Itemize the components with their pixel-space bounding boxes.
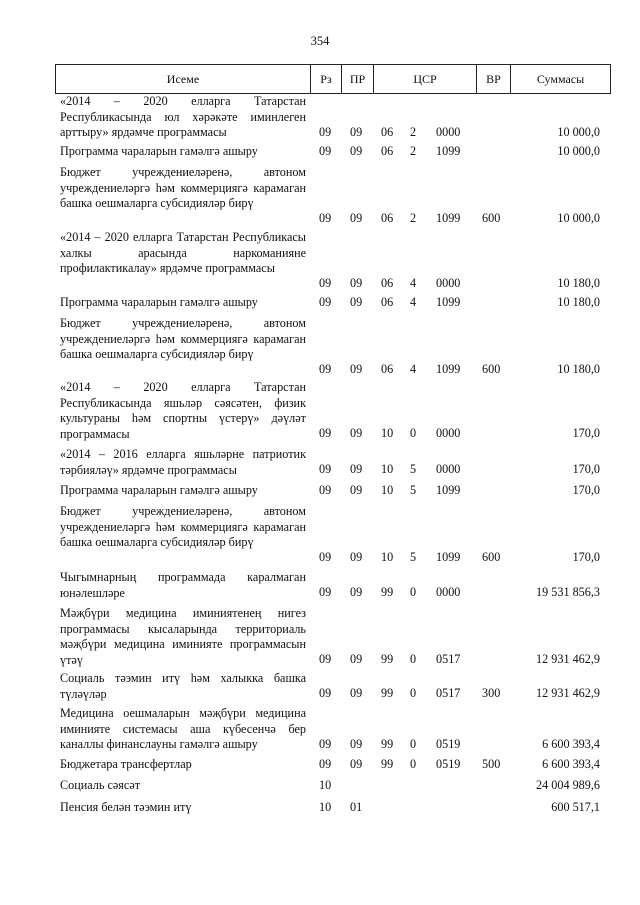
row-csr-1: 99 [381,652,394,666]
row-pr: 09 [350,426,363,440]
row-name: Медицина оешмаларын мәҗбүри медицина иминияте системасы аша күбесенчә бер каналлы финанслауны гамәлгә ашыру [60,706,306,751]
row-rz: 09 [319,276,332,290]
row-csr-3: 0000 [436,585,461,599]
row-sum: 170,0 [572,550,600,564]
row-csr-1: 06 [381,362,394,376]
row-name: «2014 – 2020 елларга Татарстан Республикасы халкы арасында наркоманияне профилактикалау» ярдәмче программасы [60,230,306,275]
row-sum: 6 600 393,4 [542,757,600,771]
row-rz: 09 [319,426,332,440]
row-pr: 09 [350,757,363,771]
row-vr: 600 [482,211,501,225]
row-name: «2014 – 2020 елларга Татарстан Республикасында яшьләр сәясәтен, физик культураны һәм спортны үстерү» дәүләт программасы [60,380,306,441]
row-pr: 09 [350,144,363,158]
row-pr: 09 [350,686,363,700]
row-csr-1: 10 [381,550,394,564]
row-csr-1: 06 [381,144,394,158]
row-csr-2: 4 [410,362,417,376]
row-csr-3: 1099 [436,144,461,158]
row-csr-1: 10 [381,483,394,497]
row-csr-2: 0 [410,652,417,666]
row-pr: 09 [350,483,363,497]
row-csr-3: 1099 [436,295,461,309]
row-csr-1: 99 [381,757,394,771]
row-csr-3: 0519 [436,737,461,751]
row-sum: 19 531 856,3 [536,585,600,599]
row-rz: 09 [319,686,332,700]
row-name: Социаль тәэмин итү һәм халыкка башка түләүләр [60,671,306,701]
row-csr-2: 0 [410,757,417,771]
row-pr: 09 [350,211,363,225]
row-sum: 10 180,0 [557,362,600,376]
row-csr-1: 06 [381,276,394,290]
row-rz: 09 [319,737,332,751]
row-csr-3: 0000 [436,426,461,440]
row-sum: 12 931 462,9 [536,686,600,700]
row-name: Пенсия белән тәэмин итү [60,800,192,814]
row-name: Социаль сәясәт [60,778,141,792]
row-rz: 09 [319,211,332,225]
row-vr: 500 [482,757,501,771]
row-name: Программа чараларын гамәлгә ашыру [60,144,258,158]
row-sum: 10 180,0 [557,276,600,290]
row-csr-2: 0 [410,686,417,700]
row-rz: 10 [319,778,332,792]
row-sum: 170,0 [572,426,600,440]
row-csr-1: 06 [381,295,394,309]
header-pr: ПР [341,65,373,93]
row-pr: 09 [350,585,363,599]
row-pr: 09 [350,362,363,376]
row-pr: 09 [350,295,363,309]
row-rz: 09 [319,362,332,376]
row-csr-2: 2 [410,211,417,225]
row-rz: 09 [319,652,332,666]
row-sum: 6 600 393,4 [542,737,600,751]
row-pr: 09 [350,737,363,751]
row-rz: 09 [319,757,332,771]
page-number: 354 [310,34,330,48]
row-pr: 09 [350,462,363,476]
row-sum: 12 931 462,9 [536,652,600,666]
row-name: Программа чараларын гамәлгә ашыру [60,295,258,309]
row-csr-3: 0000 [436,276,461,290]
header-vr: ВР [476,65,510,93]
row-pr: 09 [350,652,363,666]
row-csr-1: 10 [381,462,394,476]
row-sum: 10 000,0 [557,125,600,139]
row-csr-2: 5 [410,550,417,564]
row-rz: 09 [319,295,332,309]
row-vr: 600 [482,550,501,564]
row-csr-1: 99 [381,737,394,751]
row-csr-1: 99 [381,686,394,700]
row-name: Мәҗбүри медицина иминиятенең нигез программасы кысаларында территориаль мәҗбүри медицина иминияте программасын үтәү [60,606,306,667]
row-csr-2: 5 [410,483,417,497]
row-rz: 09 [319,483,332,497]
row-name: Бюджет учреждениеләренә, автоном учреждениеләргә һәм коммерциягә карамаган башка оешмаларга субсидияләр бирү [60,316,306,361]
header-rz: Рз [310,65,341,93]
row-csr-3: 0000 [436,125,461,139]
row-sum: 24 004 989,6 [536,778,600,792]
row-rz: 09 [319,144,332,158]
row-csr-3: 0000 [436,462,461,476]
row-name: Бюджетара трансфертлар [60,757,192,771]
row-csr-2: 0 [410,426,417,440]
row-csr-3: 0517 [436,652,461,666]
row-pr: 01 [350,800,363,814]
row-csr-3: 1099 [436,550,461,564]
row-csr-1: 06 [381,211,394,225]
row-rz: 09 [319,462,332,476]
row-csr-3: 0519 [436,757,461,771]
row-rz: 09 [319,125,332,139]
row-csr-3: 0517 [436,686,461,700]
row-sum: 170,0 [572,483,600,497]
row-csr-2: 2 [410,144,417,158]
row-csr-2: 4 [410,276,417,290]
row-sum: 10 000,0 [557,211,600,225]
row-name: Чыгымнарның программада каралмаган юнәлешләре [60,570,306,600]
row-pr: 09 [350,125,363,139]
row-pr: 09 [350,276,363,290]
row-csr-2: 2 [410,125,417,139]
row-csr-2: 0 [410,585,417,599]
row-name: «2014 – 2016 елларга яшьләрне патриотик тәрбияләү» ярдәмче программасы [60,447,306,477]
row-vr: 600 [482,362,501,376]
row-vr: 300 [482,686,501,700]
row-name: Программа чараларын гамәлгә ашыру [60,483,258,497]
row-sum: 10 000,0 [557,144,600,158]
row-sum: 10 180,0 [557,295,600,309]
table-header [55,64,611,94]
row-csr-2: 0 [410,737,417,751]
header-sum: Суммасы [510,65,610,93]
header-name: Исеме [166,72,200,86]
row-sum: 170,0 [572,462,600,476]
row-rz: 09 [319,550,332,564]
row-rz: 10 [319,800,332,814]
row-csr-3: 1099 [436,211,461,225]
row-csr-3: 1099 [436,362,461,376]
row-csr-1: 99 [381,585,394,599]
row-csr-1: 10 [381,426,394,440]
row-pr: 09 [350,550,363,564]
row-name: «2014 – 2020 елларга Татарстан Республикасында юл хәрәкәте иминлеген арттыру» ярдәмче программасы [60,94,306,139]
row-csr-1: 06 [381,125,394,139]
row-sum: 600 517,1 [551,800,600,814]
row-name: Бюджет учреждениеләренә, автоном учреждениеләргә һәм коммерциягә карамаган башка оешмаларга субсидияләр бирү [60,504,306,549]
row-rz: 09 [319,585,332,599]
row-csr-3: 1099 [436,483,461,497]
header-csr: ЦСР [373,65,476,93]
row-name: Бюджет учреждениеләренә, автоном учреждениеләргә һәм коммерциягә карамаган башка оешмаларга субсидияләр бирү [60,165,306,210]
row-csr-2: 5 [410,462,417,476]
row-csr-2: 4 [410,295,417,309]
